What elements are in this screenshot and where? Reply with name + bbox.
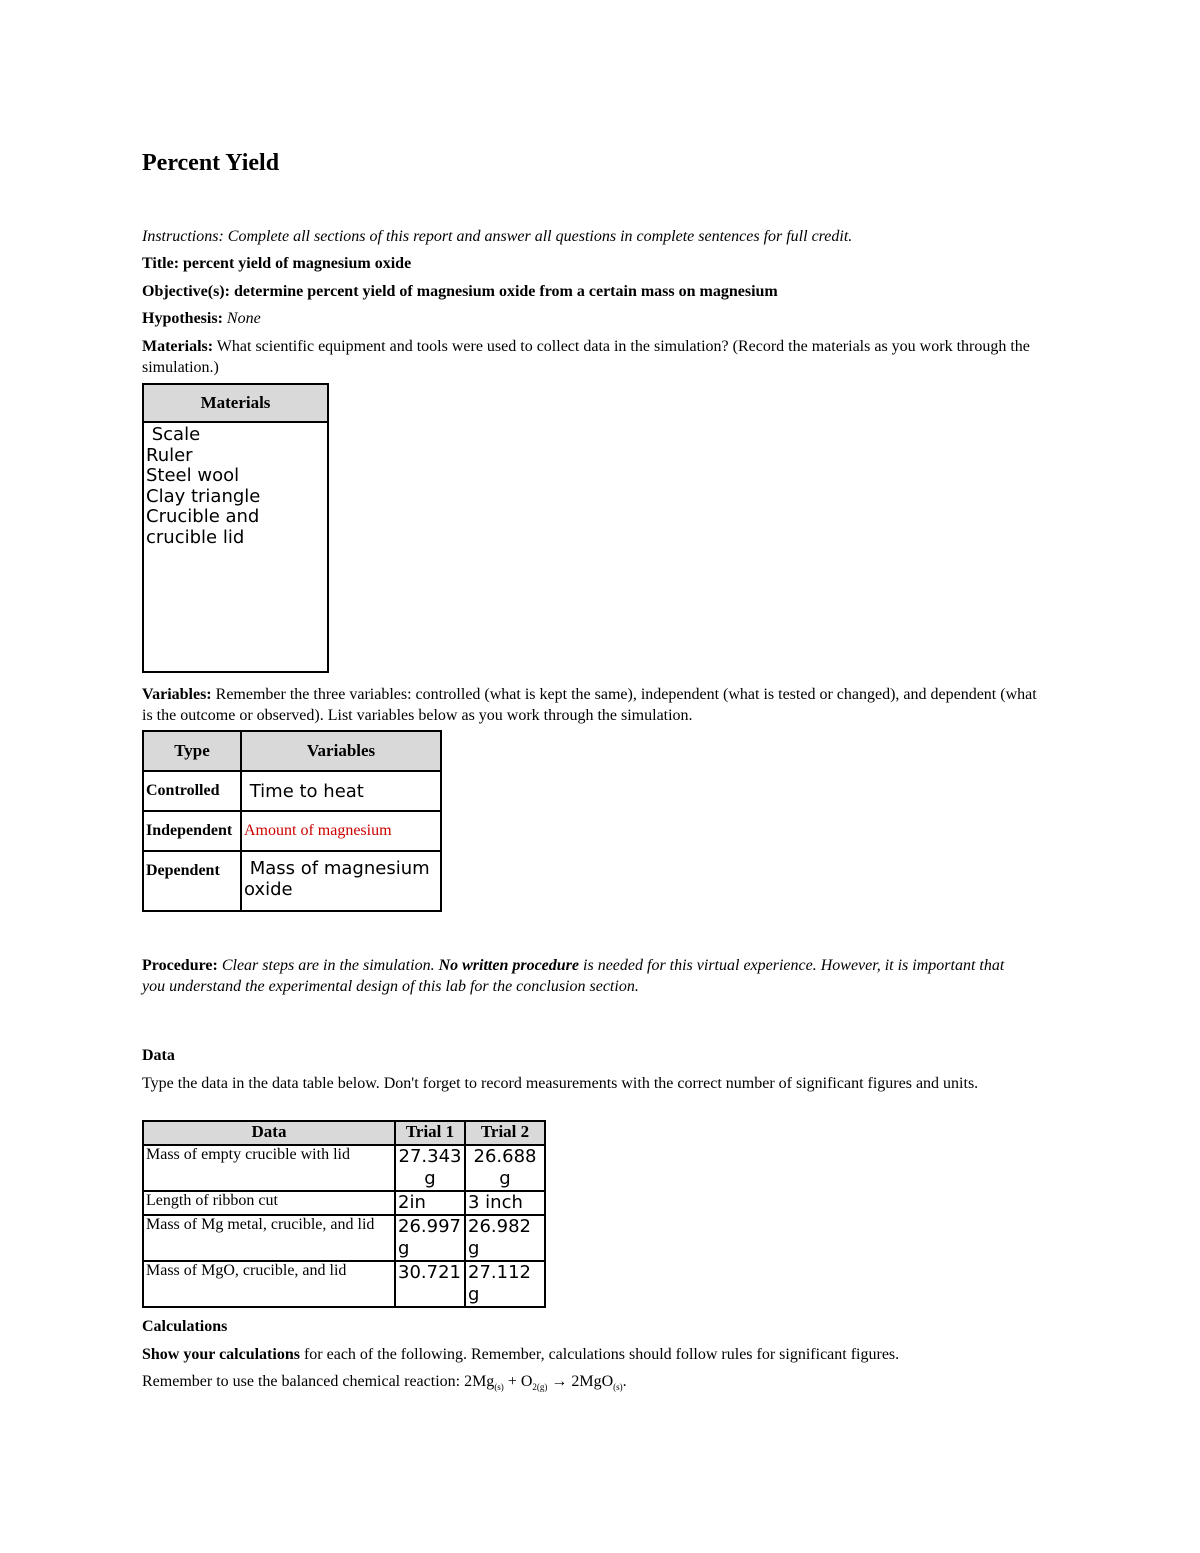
procedure-bold: No written procedure	[438, 957, 580, 974]
calc-text: for each of the following. Remember, calculations should follow rules for significant figures.	[299, 1346, 900, 1363]
reaction-text-1: Remember to use the balanced chemical reaction: 2Mg	[142, 1373, 495, 1390]
trial1-value[interactable]: 2in	[395, 1191, 465, 1215]
procedure	[142, 955, 1022, 997]
reaction-text-4: .	[622, 1373, 627, 1390]
variables-header-type: Type	[143, 731, 241, 771]
reaction-text-2: + O	[503, 1373, 533, 1390]
trial2-value[interactable]: 3 inch	[465, 1191, 545, 1215]
material-item: Clay triangle	[146, 485, 261, 507]
instructions: Instructions: Complete all sections of this report and answer all questions in complete sentences for full credit.	[142, 228, 853, 245]
trial2-value[interactable]: 27.112 g	[465, 1261, 545, 1307]
trial1-value[interactable]: 26.997 g	[395, 1215, 465, 1261]
reaction-sub-2: 2(g)	[532, 1382, 548, 1393]
report-title-value: percent yield of magnesium oxide	[179, 255, 412, 272]
data-header-trial2: Trial 2	[465, 1121, 545, 1145]
reaction-sub-1: (s)	[494, 1382, 504, 1393]
trial1-value[interactable]: 27.343 g	[395, 1145, 465, 1191]
data-heading: Data	[142, 1047, 175, 1064]
materials-table	[142, 383, 329, 673]
variable-type: Controlled	[143, 771, 241, 811]
variable-value[interactable]: Mass of magnesium oxide	[241, 851, 441, 911]
calc-line-2	[142, 1371, 1042, 1398]
variables-intro	[142, 684, 1042, 726]
calc-line-1	[142, 1344, 1042, 1365]
variable-type: Independent	[143, 811, 241, 851]
data-header-trial1: Trial 1	[395, 1121, 465, 1145]
data-row-label: Mass of Mg metal, crucible, and lid	[143, 1215, 395, 1261]
variables-text: Remember the three variables: controlled (what is kept the same), independent (what is tested or changed), and dependent (what is the outcome or observed). List variables below as you work through the simulation.	[142, 686, 1037, 724]
table-row	[143, 1261, 545, 1307]
table-row	[143, 1215, 545, 1261]
variables-table	[142, 730, 442, 912]
material-item: Scale	[146, 424, 201, 445]
data-header-label: Data	[143, 1121, 395, 1145]
materials-text: What scientific equipment and tools were used to collect data in the simulation? (Record the materials as you work through the simulation.)	[142, 338, 1030, 376]
materials-intro	[142, 336, 1042, 378]
reaction-text-3: → 2MgO	[547, 1373, 614, 1390]
variable-type: Dependent	[143, 851, 241, 911]
hypothesis-line	[142, 308, 1042, 329]
data-intro: Type the data in the data table below. Don't forget to record measurements with the correct number of significant figures and units.	[142, 1075, 979, 1092]
data-table	[142, 1120, 546, 1308]
data-row-label: Length of ribbon cut	[143, 1191, 395, 1215]
data-row-label: Mass of empty crucible with lid	[143, 1145, 395, 1191]
materials-list	[146, 423, 325, 549]
material-item: Ruler	[146, 444, 193, 466]
objective-line	[142, 281, 1042, 302]
materials-header: Materials	[143, 384, 328, 422]
calculations-heading: Calculations	[142, 1318, 228, 1335]
materials-cell[interactable]	[143, 422, 328, 672]
table-row	[143, 1191, 545, 1215]
procedure-label: Procedure:	[142, 957, 218, 974]
objective-value: determine percent yield of magnesium oxide from a certain mass on magnesium	[229, 283, 778, 300]
materials-label: Materials:	[142, 338, 214, 355]
variables-header-variables: Variables	[241, 731, 441, 771]
material-item: Steel wool	[146, 465, 240, 487]
hypothesis-label: Hypothesis:	[142, 310, 223, 327]
report-title-label: Title:	[142, 255, 180, 272]
procedure-text-1: Clear steps are in the simulation.	[217, 957, 439, 974]
calc-bold: Show your calculations	[142, 1346, 300, 1363]
variable-value[interactable]: Amount of magnesium	[241, 811, 441, 851]
trial2-value[interactable]: 26.982 g	[465, 1215, 545, 1261]
table-row	[143, 1145, 545, 1191]
trial1-value[interactable]: 30.721	[395, 1261, 465, 1307]
material-item: crucible lid	[146, 526, 245, 548]
table-row	[143, 771, 441, 811]
objective-label: Objective(s):	[142, 283, 230, 300]
trial2-value[interactable]: 26.688 g	[465, 1145, 545, 1191]
table-row	[143, 851, 441, 911]
table-row	[143, 811, 441, 851]
variables-label: Variables:	[142, 686, 212, 703]
page-title: Percent Yield	[142, 150, 280, 176]
variable-value[interactable]: Time to heat	[241, 771, 441, 811]
data-row-label: Mass of MgO, crucible, and lid	[143, 1261, 395, 1307]
reaction-sub-3: (s)	[613, 1382, 623, 1393]
procedure-text-2: is needed for this virtual experience. However, it is important that you understand the experimental design of this lab for the conclusion section.	[142, 957, 1005, 995]
report-title-line	[142, 253, 1042, 274]
hypothesis-value: None	[222, 310, 261, 327]
material-item: Crucible and	[146, 506, 260, 528]
